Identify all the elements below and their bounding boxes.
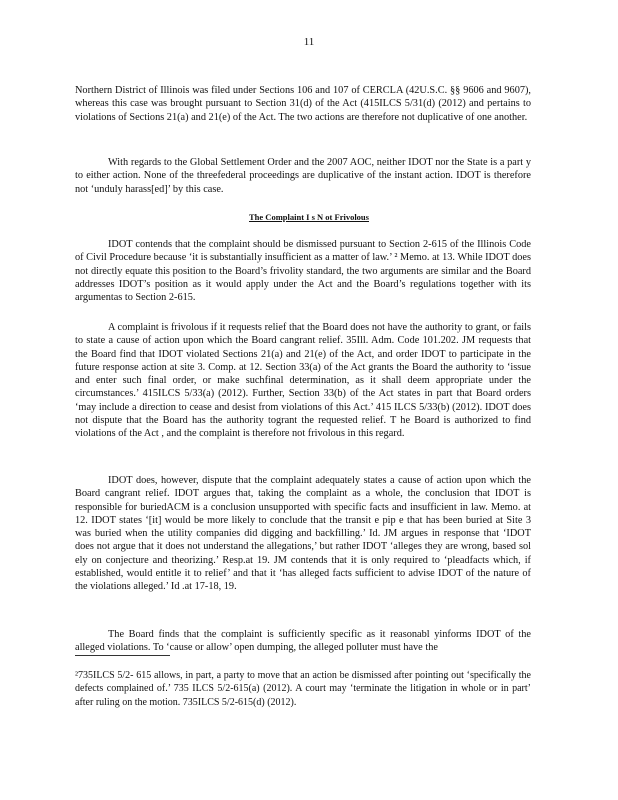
paragraph-frivolous [75,321,531,441]
paragraph-dispute [75,474,531,594]
paragraph-text: The Board finds that the complaint is sufficiently specific as it reasonabl yinforms IDOT of the alleged violations. To ‘cause or allow’ open dumping, the alleged polluter must have the [75,629,531,654]
paragraph-text: IDOT does, however, dispute that the complaint adequately states a cause of action upon which the Board cangrant relief. IDOT argues that, taking the complaint as a whole, the conclusion that IDOT is responsible for buriedACM is a conclusion unsupported with specific facts and insufficient in law. Memo. at 12. IDOT states ‘[it] would be more likely to conclude that the transit e pip e that has been buried at Site 3 was buried when the utility companies did digging and backfilling.’ Id. JM argues in response that ‘IDOT does not argue that it does not understand the allegations,’ but rather IDOT ‘alleges they are wrong, based sol ely on conjecture and theorizing.’ Resp.at 19. JM contends that it is only required to ‘pleadfacts which, if established, would entitle it to relief’ and that it ‘has alleged facts sufficient to advise IDOT of the nature of the violations alleged.’ Id .at 17-18, 19. [75,475,531,593]
paragraph-text: A complaint is frivolous if it requests relief that the Board does not have the authority to grant, or fails to state a cause of action upon which the Board cangrant relief. 35Ill. Adm. Code 101.202. JM requests that the Board find that IDOT violated Sections 21(a) and 21(e) of the Act, and order IDOT to participate in the future response action at site 3. Comp. at 12. Section 33(a) of the Act grants the Board the authority to ‘issue and enter such final order, or make suchfinal determination, as it shall deem appropriate under the circumstances.’ 415ILCS 5/33(a) (2012). Further, Section 33(b) of the Act states in part that Board orders ‘may include a direction to cease and desist from violations of this Act.’ 415 ILCS 5/33(b) (2012). IDOT does not dispute that the Board has the authority togrant the requested relief. T he Board is authorized to find violations of the Act , and the complaint is therefore not frivolous in this regard. [75,322,531,440]
footnote [75,669,531,709]
paragraph-global-settlement [75,156,531,196]
page-number: 11 [303,36,315,48]
section-heading-text: The Complaint I s N ot Frivolous [249,212,369,222]
paragraph-text: Northern District of Illinois was filed under Sections 106 and 107 of CERCLA (42U.S.C. §§ 9606 and 9607), whereas this case was brought pursuant to Section 31(d) of the Act (415ILCS 5/31(d) (2012) and pertains to violations of Sections 21(a) and 21(e) of the Act. The two actions are therefore not duplicative of one another. [75,85,531,123]
footnote-text: ²735ILCS 5/2- 615 allows, in part, a party to move that an action be dismissed after pointing out ‘specifically the defects complained of.’ 735 ILCS 5/2-615(a) (2012). A court may ‘terminate the litigation in whole or in part’ after ruling on the motion. 735ILCS 5/2-615(d) (2012). [75,670,531,708]
paragraph-idot-contends [75,238,531,304]
paragraph-text: IDOT contends that the complaint should be dismissed pursuant to Section 2-615 of the Illinois Code of Civil Procedure because ‘it is substantially insufficient as a matter of law.’ ² Memo. at 13. While IDOT does not directly equate this position to the Board’s frivolity standard, the two arguments are similar and the Board addresses IDOT’s position as it would apply under the Act and the Board’s regulations together with its argumentas to Section 2-615. [75,239,531,304]
footnote-divider [75,655,170,656]
paragraph-board-finds [75,628,531,655]
paragraph-text: With regards to the Global Settlement Order and the 2007 AOC, neither IDOT nor the State is a part y to either action. None of the threefederal proceedings are duplicative of the instant action. IDOT is therefore not ‘unduly harass[ed]’ by this case. [75,157,531,195]
paragraph-cercla [75,84,531,124]
section-heading [0,211,618,224]
